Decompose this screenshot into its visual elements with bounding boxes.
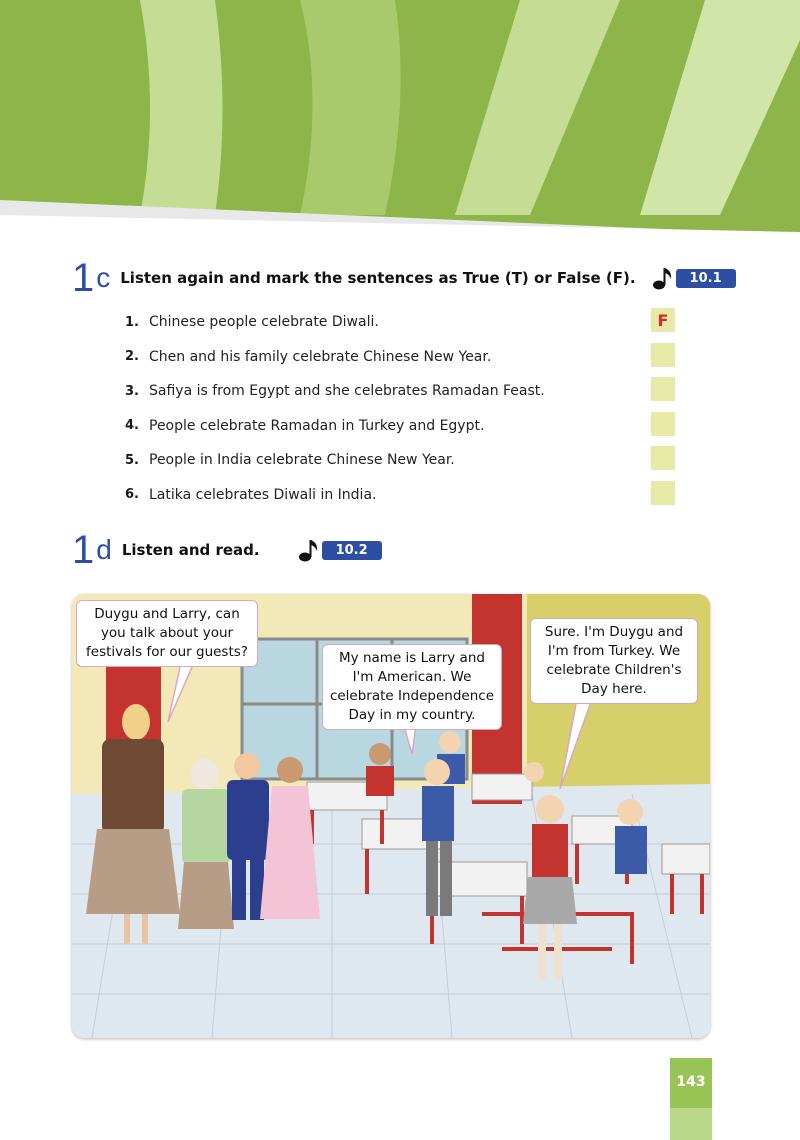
music-note-icon[interactable] — [298, 537, 320, 563]
answer-box[interactable] — [651, 481, 675, 505]
question-number: 5. — [125, 452, 139, 468]
section-letter: d — [96, 534, 112, 565]
speech-bubble-larry: My name is Larry and I'm American. We celebrate Independence Day in my country. — [322, 644, 502, 730]
list-item — [125, 409, 675, 444]
list-item — [125, 340, 675, 375]
section-1d-heading — [72, 530, 382, 570]
section-title: Listen and read. — [121, 541, 260, 559]
question-text: Latika celebrates Diwali in India. — [149, 486, 377, 503]
section-title: Listen again and mark the sentences as True (T) or False (F). — [120, 269, 636, 287]
section-number: 1 — [72, 256, 95, 300]
classroom-illustration — [72, 594, 710, 1038]
question-text: Chen and his family celebrate Chinese New Year. — [149, 348, 492, 365]
answer-box[interactable] — [651, 446, 675, 470]
section-1c-heading — [72, 258, 736, 298]
header-banner — [0, 0, 800, 245]
list-item — [125, 374, 675, 409]
answer-box[interactable]: F — [651, 308, 675, 332]
section-letter: c — [96, 262, 111, 293]
list-item — [125, 305, 675, 340]
speech-bubble-teacher: Duygu and Larry, can you talk about your festivals for our guests? — [76, 600, 258, 667]
true-false-list — [125, 305, 675, 512]
question-number: 1. — [125, 314, 139, 330]
answer-box[interactable] — [651, 412, 675, 436]
audio-track-badge[interactable]: 10.2 — [322, 541, 382, 560]
speech-bubble-duygu: Sure. I'm Duygu and I'm from Turkey. We celebrate Children's Day here. — [530, 618, 698, 704]
list-item — [125, 443, 675, 478]
question-number: 3. — [125, 383, 139, 399]
music-note-icon[interactable] — [652, 265, 674, 291]
audio-track-badge[interactable]: 10.1 — [676, 269, 736, 288]
list-item — [125, 478, 675, 513]
question-number: 4. — [125, 418, 139, 434]
question-text: People in India celebrate Chinese New Year. — [149, 452, 455, 469]
question-text: Safiya is from Egypt and she celebrates Ramadan Feast. — [149, 383, 545, 400]
question-text: Chinese people celebrate Diwali. — [149, 314, 379, 331]
question-text: People celebrate Ramadan in Turkey and Egypt. — [149, 417, 485, 434]
page-number: 143 — [670, 1058, 712, 1108]
answer-box[interactable] — [651, 343, 675, 367]
section-number: 1 — [72, 528, 95, 572]
question-number: 2. — [125, 349, 139, 365]
answer-box[interactable] — [651, 377, 675, 401]
question-number: 6. — [125, 487, 139, 503]
page-tab-strip — [670, 1108, 712, 1140]
